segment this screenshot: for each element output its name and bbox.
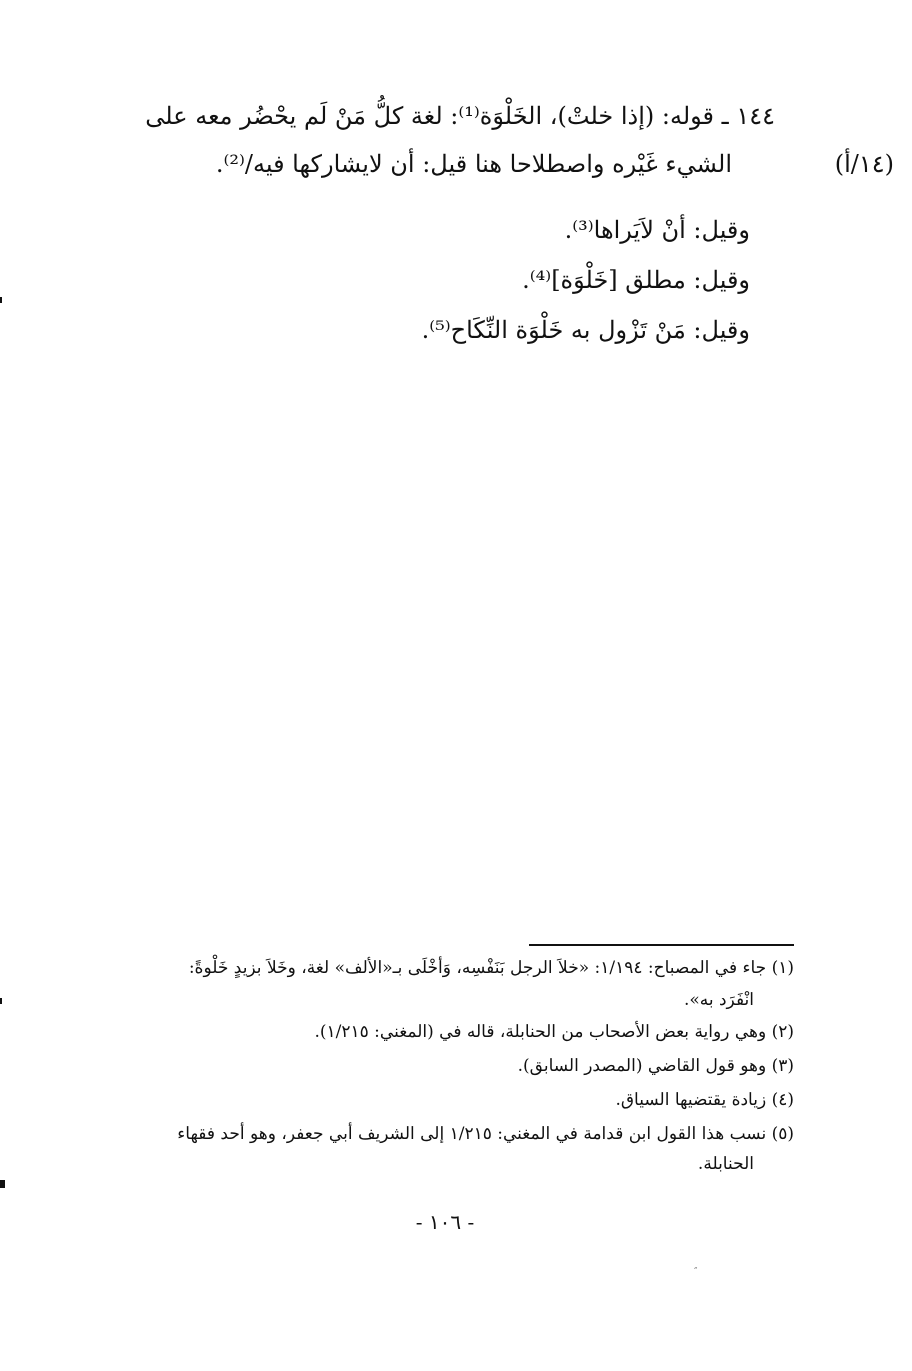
margin-folio-reference: (١٤/أ) <box>834 150 894 178</box>
footnote-3: (٣) وهو قول القاضي (المصدر السابق). <box>517 1056 794 1076</box>
scan-edge-mark <box>0 297 2 303</box>
paragraph-line-1: ١٤٤ ـ قوله: (إذا خلتْ)، الخَلْوَة⁽¹⁾: لغة كلُّ مَنْ لَم يحْضُر معه على <box>145 102 775 130</box>
opinion-line-3: وقيل: مَنْ تَزْول به خَلْوَة النِّكَاح⁽⁵⁾. <box>421 316 750 344</box>
footnote-4: (٤) زيادة يقتضيها السياق. <box>615 1090 794 1110</box>
paragraph-line-2: الشيء غَيْره واصطلاحا هنا قيل: أن لايشاركها فيه/⁽²⁾. <box>215 150 732 178</box>
footnote-1-line-1: (١) جاء في المصباح: ١/١٩٤: «خلاَ الرجل بَنَفْسِه، وَأخْلَى بـ«الألف» لغة، وخَلاَ بزيدٍ خَلْوةً: <box>188 958 794 978</box>
scan-edge-mark <box>0 998 2 1004</box>
opinion-line-2: وقيل: مطلق [خَلْوَة]⁽⁴⁾. <box>522 266 750 294</box>
opinion-line-1: وقيل: أنْ لاَيَراها⁽³⁾. <box>564 216 750 244</box>
page-number: - ١٠٦ - <box>415 1210 475 1234</box>
footnote-5-line-1: (٥) نسب هذا القول ابن قدامة في المغني: ١/٢١٥ إلى الشريف أبي جعفر، وهو أحد فقهاء <box>177 1124 794 1144</box>
scan-edge-mark <box>0 1180 5 1188</box>
footnote-2: (٢) وهي رواية بعض الأصحاب من الحنابلة، قاله في (المغني: ١/٢١٥). <box>314 1022 794 1042</box>
footnote-5-line-2: الحنابلة. <box>697 1154 754 1174</box>
footnote-separator <box>529 944 794 946</box>
footnote-1-line-2: انْفَرَد به». <box>683 990 754 1010</box>
scan-speck: ״ <box>694 1265 698 1275</box>
